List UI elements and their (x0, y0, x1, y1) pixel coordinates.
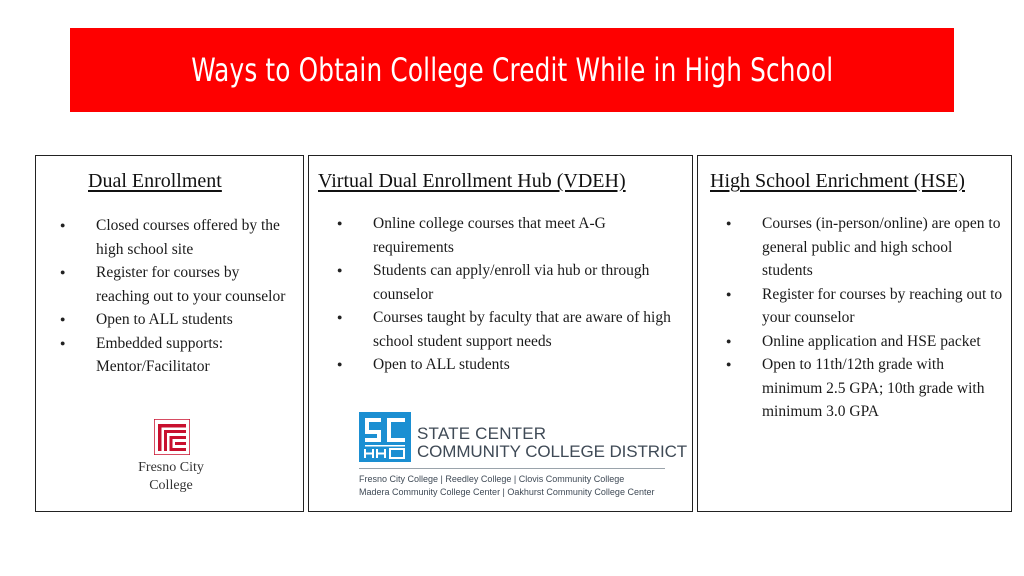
bullet-list-hse (726, 212, 1004, 424)
title-banner (70, 28, 954, 112)
list-item: ● Embedded supports: Mentor/Facilitator (60, 332, 292, 379)
list-item: ● Register for courses by reaching out to your counselor (60, 261, 292, 308)
scccd-divider (359, 468, 665, 469)
card-title-hse: High School Enrichment (HSE) (710, 170, 965, 192)
bullet-list-vdeh (337, 212, 682, 377)
scccd-mark-icon (359, 412, 411, 462)
scccd-name-line1: STATE CENTER (417, 424, 547, 443)
bullet-list-dual-enrollment (60, 214, 292, 379)
card-title-vdeh: Virtual Dual Enrollment Hub (VDEH) (318, 170, 626, 192)
card-vdeh (308, 155, 693, 512)
list-item: ● Courses (in-person/online) are open to general public and high school students (726, 212, 1004, 283)
list-item: ● Online college courses that meet A-G requirements (337, 212, 682, 259)
list-item: ● Open to ALL students (337, 353, 682, 377)
list-item: ● Online application and HSE packet (726, 330, 1004, 354)
list-item: ● Open to 11th/12th grade with minimum 2.5 GPA; 10th grade with minimum 3.0 GPA (726, 353, 1004, 424)
list-item: ● Open to ALL students (60, 308, 292, 332)
card-title-dual-enrollment: Dual Enrollment (88, 170, 222, 192)
state-center-ccd-logo (359, 412, 688, 502)
list-item: ● Register for courses by reaching out to your counselor (726, 283, 1004, 330)
card-dual-enrollment (35, 155, 304, 512)
page-title: Ways to Obtain College Credit While in High School (190, 51, 834, 89)
fresno-city-college-logo-icon (154, 419, 190, 455)
list-item: ● Courses taught by faculty that are aware of high school student support needs (337, 306, 682, 353)
fresno-city-college-caption: Fresno City College (138, 460, 204, 493)
scccd-name-line2: COMMUNITY COLLEGE DISTRICT (417, 442, 688, 461)
list-item: ● Closed courses offered by the high school site (60, 214, 292, 261)
scccd-colleges-line1: Fresno City College | Reedley College | Clovis Community College (359, 474, 625, 484)
scccd-colleges-line2: Madera Community College Center | Oakhurst Community College Center (359, 487, 655, 497)
card-hse (697, 155, 1012, 512)
list-item: ● Students can apply/enroll via hub or through counselor (337, 259, 682, 306)
